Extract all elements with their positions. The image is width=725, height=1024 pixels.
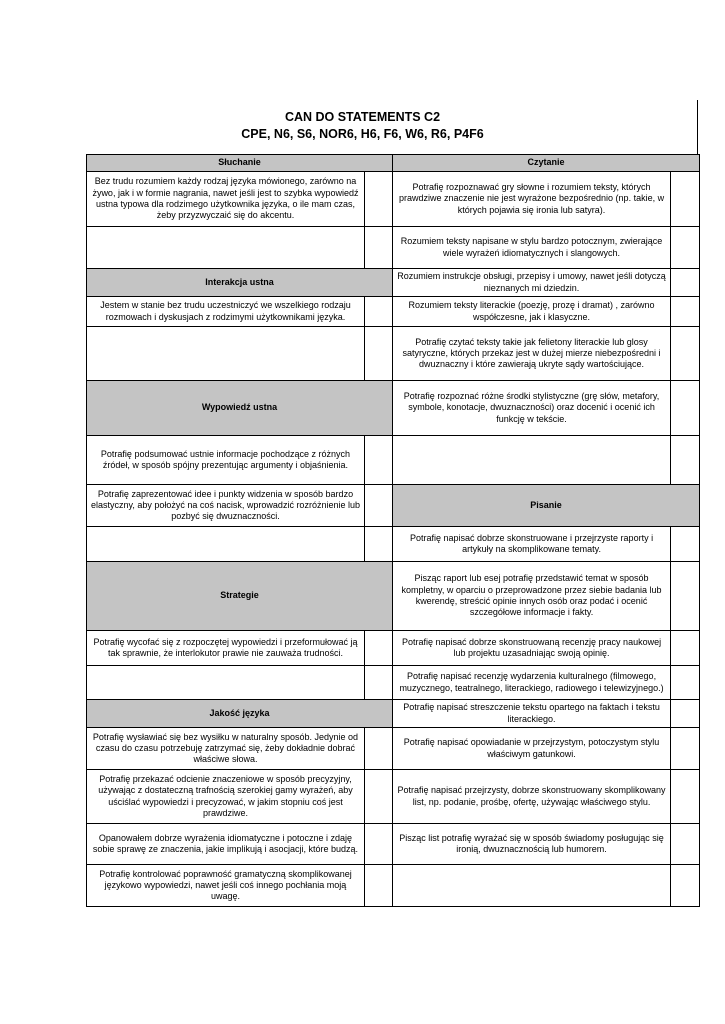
left-checkbox-cell[interactable] [365, 666, 393, 700]
right-statement-cell: Potrafię napisać streszczenie tekstu opartego na faktach i tekstu literackiego. [393, 700, 671, 728]
left-statement-cell [87, 327, 365, 381]
left-checkbox-cell[interactable] [365, 172, 393, 227]
right-statement-cell: Pisząc list potrafię wyrażać się w sposób świadomy posługując się ironią, dwuznacznością lub humorem. [393, 824, 671, 865]
left-section-header: Wypowiedź ustna [87, 381, 393, 436]
left-checkbox-cell[interactable] [365, 227, 393, 269]
left-statement-cell: Bez trudu rozumiem każdy rodzaj języka mówionego, zarówno na żywo, jak i w formie nagrania, nawet jeśli jest to szybka wypowiedź ustna typowa dla rodzimego użytkownika języka, o ile mam czas, żeby przyzwyczaić się do akcentu. [87, 172, 365, 227]
right-checkbox-cell[interactable] [671, 172, 700, 227]
right-checkbox-cell[interactable] [671, 227, 700, 269]
right-statement-cell: Rozumiem instrukcje obsługi, przepisy i umowy, nawet jeśli dotyczą nieznanych mi dziedzin. [393, 269, 671, 297]
right-statement-cell: Potrafię czytać teksty takie jak felietony literackie lub glosy satyryczne, których przekaz jest w dużej mierze niebezpośredni i dwuznaczny i które zawierają ukryte sądy wartościujące. [393, 327, 671, 381]
right-checkbox-cell[interactable] [671, 631, 700, 666]
table-row [87, 728, 700, 770]
left-statement-cell [87, 227, 365, 269]
left-checkbox-cell[interactable] [365, 527, 393, 562]
right-statement-cell: Potrafię napisać przejrzysty, dobrze skonstruowany skomplikowany list, np. podanie, prośbę, ofertę, używając właściwego stylu. [393, 770, 671, 824]
title-line-1: CAN DO STATEMENTS C2 [284, 110, 441, 124]
right-checkbox-cell[interactable] [671, 770, 700, 824]
right-statement-cell: Rozumiem teksty literackie (poezję, prozę i dramat) , zarówno współczesne, jak i klasyczne. [393, 297, 671, 327]
left-statement-cell: Potrafię kontrolować poprawność gramatyczną skomplikowanej językowo wypowiedzi, nawet jeśli coś innego pochłania moją uwagę. [87, 865, 365, 907]
right-section-header: Pisanie [393, 485, 700, 527]
table-row [87, 562, 700, 631]
left-statement-cell: Opanowałem dobrze wyrażenia idiomatyczne i potoczne i zdaję sobie sprawę ze znaczenia, jakie implikują i asocjacji, które budzą. [87, 824, 365, 865]
can-do-table [86, 154, 700, 907]
left-checkbox-cell[interactable] [365, 631, 393, 666]
left-section-header: Interakcja ustna [87, 269, 393, 297]
right-statement-cell [393, 436, 671, 485]
right-checkbox-cell[interactable] [671, 381, 700, 436]
table-row [87, 865, 700, 907]
left-statement-cell [87, 666, 365, 700]
left-statement-cell: Potrafię wysławiać się bez wysiłku w naturalny sposób. Jedynie od czasu do czasu potrzebuję zatrzymać się, żeby dokładnie dobrać właściwe słowa. [87, 728, 365, 770]
table-row [87, 381, 700, 436]
table-row [87, 297, 700, 327]
right-statement-cell: Potrafię rozpoznawać gry słowne i rozumiem teksty, których prawdziwe znaczenie nie jest wyrażone bezpośrednio (np. takie, w których pojawia się ironia lub satyra). [393, 172, 671, 227]
left-section-header: Słuchanie [87, 155, 393, 172]
table-row [87, 155, 700, 172]
right-statement-cell: Potrafię napisać dobrze skonstruowaną recenzję pracy naukowej lub projektu uzasadniając swoją opinię. [393, 631, 671, 666]
table-row [87, 327, 700, 381]
left-checkbox-cell[interactable] [365, 824, 393, 865]
left-statement-cell: Potrafię podsumować ustnie informacje pochodzące z różnych źródeł, w sposób spójny prezentując argumenty i objaśnienia. [87, 436, 365, 485]
right-checkbox-cell[interactable] [671, 527, 700, 562]
right-checkbox-cell[interactable] [671, 728, 700, 770]
right-checkbox-cell[interactable] [671, 436, 700, 485]
document-title [0, 110, 725, 142]
right-statement-cell: Potrafię rozpoznać różne środki stylistyczne (grę słów, metafory, symbole, konotacje, dwuznaczności) oraz docenić i ocenić ich funkcję w tekście. [393, 381, 671, 436]
left-checkbox-cell[interactable] [365, 770, 393, 824]
table-row [87, 172, 700, 227]
right-statement-cell: Potrafię napisać dobrze skonstruowane i przejrzyste raporty i artykuły na skomplikowane tematy. [393, 527, 671, 562]
right-checkbox-cell[interactable] [671, 666, 700, 700]
right-checkbox-cell[interactable] [671, 269, 700, 297]
left-checkbox-cell[interactable] [365, 485, 393, 527]
table-row [87, 227, 700, 269]
table-row [87, 527, 700, 562]
table-row [87, 631, 700, 666]
left-checkbox-cell[interactable] [365, 327, 393, 381]
right-statement-cell: Potrafię napisać recenzję wydarzenia kulturalnego (filmowego, muzycznego, teatralnego, literackiego, radiowego i telewizyjnego.) [393, 666, 671, 700]
right-checkbox-cell[interactable] [671, 562, 700, 631]
can-do-table-body [87, 155, 700, 907]
right-section-header: Czytanie [393, 155, 700, 172]
right-statement-cell: Rozumiem teksty napisane w stylu bardzo potocznym, zwierające wiele wyrażeń idiomatycznych i slangowych. [393, 227, 671, 269]
left-section-header: Jakość języka [87, 700, 393, 728]
left-statement-cell: Potrafię wycofać się z rozpoczętej wypowiedzi i przeformułować ją tak sprawnie, że interlokutor prawie nie zauważa trudności. [87, 631, 365, 666]
table-row [87, 666, 700, 700]
left-statement-cell [87, 527, 365, 562]
left-statement-cell: Potrafię przekazać odcienie znaczeniowe w sposób precyzyjny, używając z dostateczną trafnością szerokiej gamy wyrażeń, aby uściślać wypowiedzi i precyzować, w jakim stopniu coś jest prawdziwe. [87, 770, 365, 824]
right-statement-cell: Pisząc raport lub esej potrafię przedstawić temat w sposób kompletny, w oparciu o przeprowadzone przez siebie badania lub kwerendę, streścić opinie innych osób oraz podać i ocenić szczegółowe informacje i fakty. [393, 562, 671, 631]
left-statement-cell: Jestem w stanie bez trudu uczestniczyć we wszelkiego rodzaju rozmowach i dyskusjach z rodzimymi użytkownikami języka. [87, 297, 365, 327]
table-row [87, 824, 700, 865]
table-row [87, 770, 700, 824]
table-row [87, 485, 700, 527]
right-statement-cell [393, 865, 671, 907]
right-checkbox-cell[interactable] [671, 700, 700, 728]
right-checkbox-cell[interactable] [671, 297, 700, 327]
left-checkbox-cell[interactable] [365, 436, 393, 485]
left-statement-cell: Potrafię zaprezentować idee i punkty widzenia w sposób bardzo elastyczny, aby położyć na coś nacisk, wprowadzić rozróżnienie lub pozbyć się dwuznaczności. [87, 485, 365, 527]
left-section-header: Strategie [87, 562, 393, 631]
right-checkbox-cell[interactable] [671, 327, 700, 381]
table-row [87, 436, 700, 485]
left-checkbox-cell[interactable] [365, 865, 393, 907]
left-checkbox-cell[interactable] [365, 728, 393, 770]
left-checkbox-cell[interactable] [365, 297, 393, 327]
table-row [87, 269, 700, 297]
title-line-2: CPE, N6, S6, NOR6, H6, F6, W6, R6, P4F6 [241, 127, 484, 141]
table-row [87, 700, 700, 728]
right-checkbox-cell[interactable] [671, 865, 700, 907]
right-statement-cell: Potrafię napisać opowiadanie w przejrzystym, potoczystym stylu właściwym gatunkowi. [393, 728, 671, 770]
right-checkbox-cell[interactable] [671, 824, 700, 865]
